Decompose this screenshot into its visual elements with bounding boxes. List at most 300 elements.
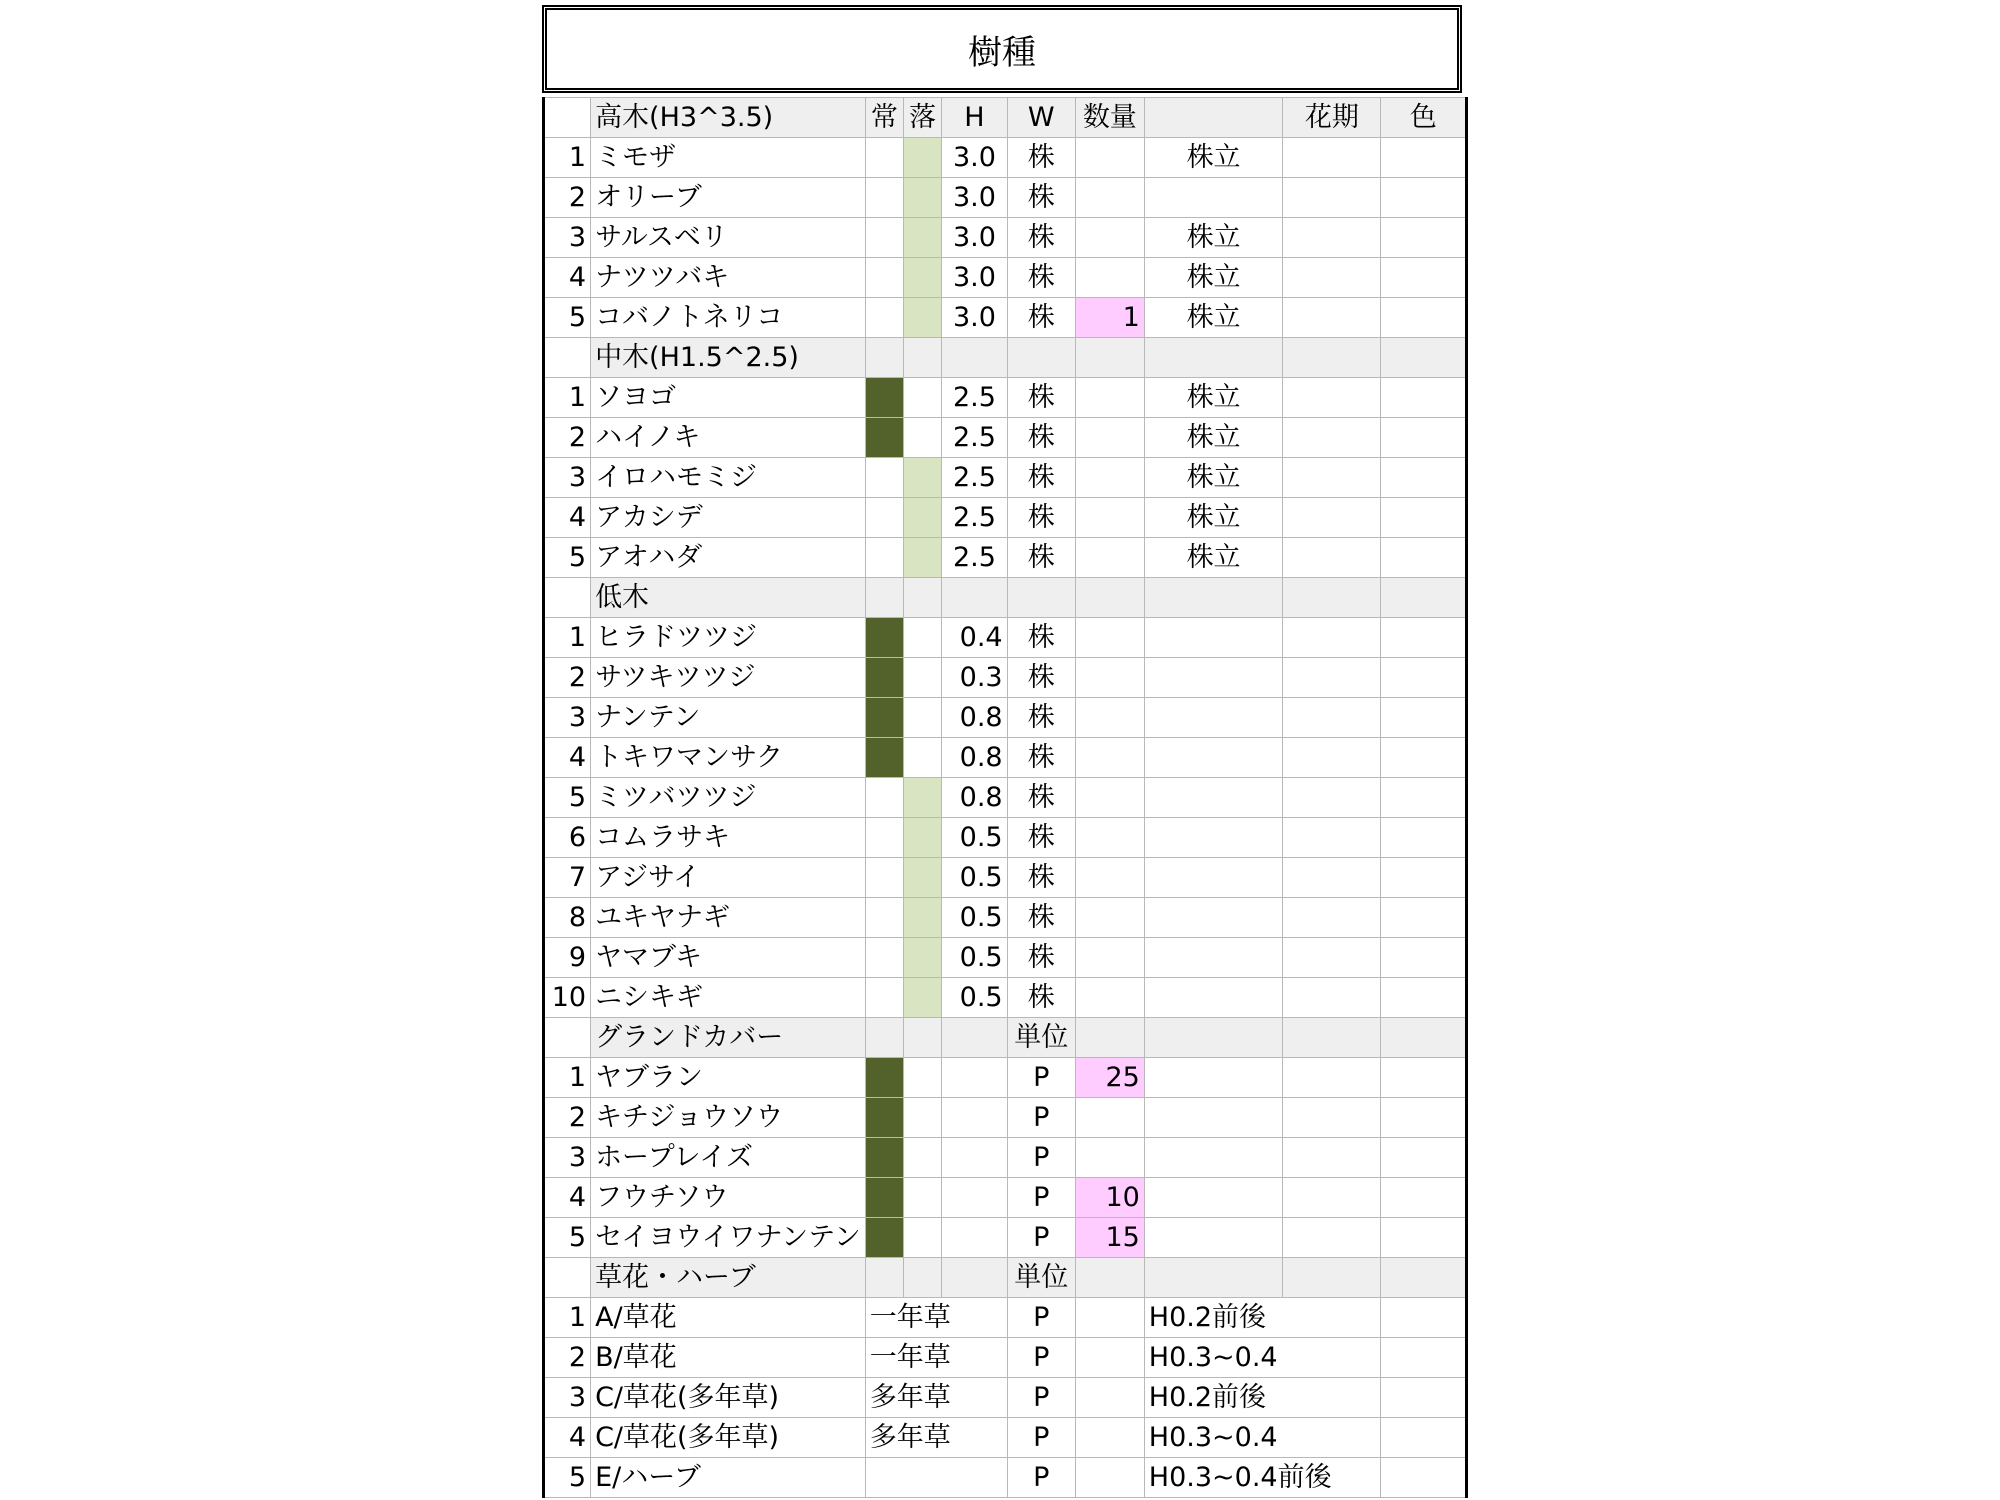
bloom-cell xyxy=(1283,1178,1381,1218)
deciduous-cell xyxy=(903,1098,941,1138)
height-value: 3.0 xyxy=(942,258,1007,298)
evergreen-cell xyxy=(865,1138,903,1178)
quantity-value: 10 xyxy=(1075,1178,1144,1218)
deciduous-cell xyxy=(903,1218,941,1258)
quantity-value xyxy=(1075,618,1144,658)
section-cell xyxy=(1144,338,1283,378)
section-cell xyxy=(903,338,941,378)
color-cell xyxy=(1381,738,1467,778)
height-value xyxy=(942,1178,1007,1218)
section-cell xyxy=(942,1018,1007,1058)
deciduous-cell xyxy=(903,178,941,218)
header-no xyxy=(544,98,591,138)
table-row xyxy=(544,658,1467,698)
deciduous-cell xyxy=(903,818,941,858)
height-value: 2.5 xyxy=(942,458,1007,498)
width-value: 株 xyxy=(1007,378,1075,418)
quantity-value xyxy=(1075,258,1144,298)
table-row xyxy=(544,1378,1467,1418)
row-number: 9 xyxy=(544,938,591,978)
plant-name: ヒラドツツジ xyxy=(591,618,866,658)
row-number: 1 xyxy=(544,378,591,418)
width-value: 株 xyxy=(1007,458,1075,498)
table-row xyxy=(544,1418,1467,1458)
table-row xyxy=(544,818,1467,858)
quantity-value xyxy=(1075,1418,1144,1458)
plant-name: ミモザ xyxy=(591,138,866,178)
section-cell xyxy=(1144,1258,1283,1298)
row-number: 3 xyxy=(544,458,591,498)
note-value: H0.2前後 xyxy=(1144,1298,1381,1338)
width-value: 株 xyxy=(1007,658,1075,698)
bloom-cell xyxy=(1283,1058,1381,1098)
evergreen-cell xyxy=(865,978,903,1018)
width-value: 株 xyxy=(1007,138,1075,178)
section-cell xyxy=(1144,1018,1283,1058)
evergreen-cell xyxy=(865,618,903,658)
row-number: 2 xyxy=(544,1098,591,1138)
plant-name: サルスベリ xyxy=(591,218,866,258)
table-row xyxy=(544,1178,1467,1218)
section-unit: 単位 xyxy=(1007,1258,1075,1298)
note-value xyxy=(1144,858,1283,898)
sheet-title: 樹種 xyxy=(542,5,1462,93)
color-cell xyxy=(1381,818,1467,858)
note-value xyxy=(1144,778,1283,818)
section-cell xyxy=(1283,338,1381,378)
row-number: 3 xyxy=(544,698,591,738)
row-number: 1 xyxy=(544,1058,591,1098)
color-cell xyxy=(1381,1098,1467,1138)
plant-name: アカシデ xyxy=(591,498,866,538)
plant-name: B/草花 xyxy=(591,1338,866,1378)
section-cell xyxy=(942,578,1007,618)
bloom-cell xyxy=(1283,1218,1381,1258)
unit-value: P xyxy=(1007,1298,1075,1338)
plant-name: A/草花 xyxy=(591,1298,866,1338)
deciduous-cell xyxy=(903,498,941,538)
bloom-cell xyxy=(1283,218,1381,258)
bloom-cell xyxy=(1283,858,1381,898)
unit-value: P xyxy=(1007,1378,1075,1418)
section-cell xyxy=(1381,338,1467,378)
quantity-value xyxy=(1075,538,1144,578)
evergreen-cell xyxy=(865,938,903,978)
width-value: 株 xyxy=(1007,498,1075,538)
quantity-value xyxy=(1075,978,1144,1018)
table-row xyxy=(544,258,1467,298)
row-number: 5 xyxy=(544,1218,591,1258)
section-cell xyxy=(1283,1018,1381,1058)
color-cell xyxy=(1381,1338,1467,1378)
bloom-cell xyxy=(1283,618,1381,658)
evergreen-cell xyxy=(865,658,903,698)
height-value: 0.5 xyxy=(942,938,1007,978)
table-row xyxy=(544,218,1467,258)
bloom-cell xyxy=(1283,978,1381,1018)
table-row xyxy=(544,418,1467,458)
note-value xyxy=(1144,1098,1283,1138)
note-value xyxy=(1144,658,1283,698)
width-value: 株 xyxy=(1007,698,1075,738)
section-no xyxy=(544,1018,591,1058)
section-cell xyxy=(865,578,903,618)
note-value xyxy=(1144,1178,1283,1218)
row-number: 3 xyxy=(544,1138,591,1178)
evergreen-cell xyxy=(865,1058,903,1098)
note-value: H0.2前後 xyxy=(1144,1378,1381,1418)
plant-table xyxy=(542,97,1468,1498)
header-deciduous: 落 xyxy=(903,98,941,138)
plant-type: 一年草 xyxy=(865,1298,1007,1338)
quantity-value: 15 xyxy=(1075,1218,1144,1258)
table-row xyxy=(544,898,1467,938)
note-value: H0.3~0.4 xyxy=(1144,1418,1381,1458)
quantity-value: 1 xyxy=(1075,298,1144,338)
plant-name: コバノトネリコ xyxy=(591,298,866,338)
note-value xyxy=(1144,618,1283,658)
height-value: 0.5 xyxy=(942,858,1007,898)
quantity-value xyxy=(1075,658,1144,698)
bloom-cell xyxy=(1283,178,1381,218)
note-value: 株立 xyxy=(1144,458,1283,498)
note-value: 株立 xyxy=(1144,218,1283,258)
plant-name: コムラサキ xyxy=(591,818,866,858)
plant-name: ヤマブキ xyxy=(591,938,866,978)
note-value: H0.3~0.4 xyxy=(1144,1338,1381,1378)
quantity-value xyxy=(1075,138,1144,178)
table-row xyxy=(544,738,1467,778)
quantity-value xyxy=(1075,1098,1144,1138)
color-cell xyxy=(1381,1058,1467,1098)
note-value xyxy=(1144,738,1283,778)
table-row xyxy=(544,538,1467,578)
bloom-cell xyxy=(1283,498,1381,538)
table-row xyxy=(544,138,1467,178)
section-cell xyxy=(865,338,903,378)
color-cell xyxy=(1381,378,1467,418)
section-cell xyxy=(1381,1018,1467,1058)
row-number: 10 xyxy=(544,978,591,1018)
plant-name: ユキヤナギ xyxy=(591,898,866,938)
plant-type xyxy=(865,1458,1007,1498)
width-value: 株 xyxy=(1007,818,1075,858)
section-cell xyxy=(903,1258,941,1298)
deciduous-cell xyxy=(903,298,941,338)
color-cell xyxy=(1381,858,1467,898)
bloom-cell xyxy=(1283,658,1381,698)
height-value: 0.8 xyxy=(942,738,1007,778)
height-value: 2.5 xyxy=(942,538,1007,578)
note-value: 株立 xyxy=(1144,138,1283,178)
section-cell xyxy=(1075,1018,1144,1058)
note-value xyxy=(1144,1138,1283,1178)
deciduous-cell xyxy=(903,658,941,698)
plant-name: キチジョウソウ xyxy=(591,1098,866,1138)
color-cell xyxy=(1381,1458,1467,1498)
bloom-cell xyxy=(1283,418,1381,458)
bloom-cell xyxy=(1283,738,1381,778)
plant-type: 多年草 xyxy=(865,1378,1007,1418)
evergreen-cell xyxy=(865,778,903,818)
note-value xyxy=(1144,698,1283,738)
bloom-cell xyxy=(1283,778,1381,818)
color-cell xyxy=(1381,1218,1467,1258)
row-number: 7 xyxy=(544,858,591,898)
bloom-cell xyxy=(1283,298,1381,338)
bloom-cell xyxy=(1283,258,1381,298)
height-value: 0.5 xyxy=(942,978,1007,1018)
evergreen-cell xyxy=(865,698,903,738)
row-number: 2 xyxy=(544,658,591,698)
table-row xyxy=(544,1458,1467,1498)
color-cell xyxy=(1381,938,1467,978)
evergreen-cell xyxy=(865,1218,903,1258)
section-header-row xyxy=(544,578,1467,618)
deciduous-cell xyxy=(903,698,941,738)
evergreen-cell xyxy=(865,138,903,178)
bloom-cell xyxy=(1283,1098,1381,1138)
plant-name: オリーブ xyxy=(591,178,866,218)
row-number: 1 xyxy=(544,138,591,178)
unit-value: P xyxy=(1007,1338,1075,1378)
plant-name: トキワマンサク xyxy=(591,738,866,778)
color-cell xyxy=(1381,1378,1467,1418)
color-cell xyxy=(1381,458,1467,498)
row-number: 3 xyxy=(544,218,591,258)
quantity-value xyxy=(1075,498,1144,538)
section-title: 草花・ハーブ xyxy=(591,1258,866,1298)
height-value xyxy=(942,1098,1007,1138)
section-cell xyxy=(903,1018,941,1058)
row-number: 5 xyxy=(544,538,591,578)
quantity-value: 25 xyxy=(1075,1058,1144,1098)
header-row xyxy=(544,98,1467,138)
bloom-cell xyxy=(1283,458,1381,498)
unit-value: P xyxy=(1007,1138,1075,1178)
note-value xyxy=(1144,1218,1283,1258)
section-header-row xyxy=(544,1018,1467,1058)
section-cell xyxy=(942,338,1007,378)
evergreen-cell xyxy=(865,298,903,338)
section-unit xyxy=(1007,338,1075,378)
quantity-value xyxy=(1075,178,1144,218)
plant-name: ナツツバキ xyxy=(591,258,866,298)
table-row xyxy=(544,858,1467,898)
width-value: 株 xyxy=(1007,538,1075,578)
section-cell xyxy=(903,578,941,618)
deciduous-cell xyxy=(903,138,941,178)
bloom-cell xyxy=(1283,378,1381,418)
section-cell xyxy=(942,1258,1007,1298)
plant-name: サツキツツジ xyxy=(591,658,866,698)
unit-value: P xyxy=(1007,1418,1075,1458)
section-cell xyxy=(1144,578,1283,618)
note-value: 株立 xyxy=(1144,298,1283,338)
plant-type: 多年草 xyxy=(865,1418,1007,1458)
note-value xyxy=(1144,898,1283,938)
evergreen-cell xyxy=(865,898,903,938)
header-color: 色 xyxy=(1381,98,1467,138)
color-cell xyxy=(1381,538,1467,578)
bloom-cell xyxy=(1283,698,1381,738)
bloom-cell xyxy=(1283,1138,1381,1178)
row-number: 8 xyxy=(544,898,591,938)
evergreen-cell xyxy=(865,1178,903,1218)
note-value: 株立 xyxy=(1144,538,1283,578)
header-h: H xyxy=(942,98,1007,138)
width-value: 株 xyxy=(1007,898,1075,938)
section-cell xyxy=(1381,578,1467,618)
bloom-cell xyxy=(1283,138,1381,178)
deciduous-cell xyxy=(903,538,941,578)
unit-value: P xyxy=(1007,1058,1075,1098)
color-cell xyxy=(1381,1418,1467,1458)
height-value: 3.0 xyxy=(942,178,1007,218)
height-value xyxy=(942,1058,1007,1098)
section-cell xyxy=(865,1258,903,1298)
row-number: 6 xyxy=(544,818,591,858)
height-value: 0.5 xyxy=(942,898,1007,938)
note-value xyxy=(1144,818,1283,858)
evergreen-cell xyxy=(865,218,903,258)
width-value: 株 xyxy=(1007,938,1075,978)
quantity-value xyxy=(1075,858,1144,898)
plant-name: C/草花(多年草) xyxy=(591,1378,866,1418)
height-value: 2.5 xyxy=(942,378,1007,418)
section-header-row xyxy=(544,338,1467,378)
plant-name: ミツバツツジ xyxy=(591,778,866,818)
height-value: 2.5 xyxy=(942,418,1007,458)
quantity-value xyxy=(1075,938,1144,978)
header-qty: 数量 xyxy=(1075,98,1144,138)
row-number: 2 xyxy=(544,1338,591,1378)
section-no xyxy=(544,578,591,618)
plant-name: セイヨウイワナンテン xyxy=(591,1218,866,1258)
quantity-value xyxy=(1075,738,1144,778)
deciduous-cell xyxy=(903,858,941,898)
height-value: 2.5 xyxy=(942,498,1007,538)
width-value: 株 xyxy=(1007,298,1075,338)
table-row xyxy=(544,178,1467,218)
deciduous-cell xyxy=(903,1178,941,1218)
color-cell xyxy=(1381,218,1467,258)
quantity-value xyxy=(1075,1458,1144,1498)
deciduous-cell xyxy=(903,1138,941,1178)
width-value: 株 xyxy=(1007,858,1075,898)
quantity-value xyxy=(1075,818,1144,858)
plant-name: ホープレイズ xyxy=(591,1138,866,1178)
note-value: 株立 xyxy=(1144,418,1283,458)
height-value: 0.8 xyxy=(942,778,1007,818)
quantity-value xyxy=(1075,1338,1144,1378)
height-value: 3.0 xyxy=(942,218,1007,258)
note-value xyxy=(1144,1058,1283,1098)
note-value: 株立 xyxy=(1144,378,1283,418)
header-note xyxy=(1144,98,1283,138)
deciduous-cell xyxy=(903,738,941,778)
section-cell xyxy=(1283,1258,1381,1298)
width-value: 株 xyxy=(1007,978,1075,1018)
width-value: 株 xyxy=(1007,778,1075,818)
color-cell xyxy=(1381,898,1467,938)
quantity-value xyxy=(1075,1378,1144,1418)
evergreen-cell xyxy=(865,458,903,498)
evergreen-cell xyxy=(865,1098,903,1138)
note-value: 株立 xyxy=(1144,498,1283,538)
color-cell xyxy=(1381,258,1467,298)
section-title: 中木(H1.5^2.5) xyxy=(591,338,866,378)
row-number: 1 xyxy=(544,1298,591,1338)
table-row xyxy=(544,458,1467,498)
deciduous-cell xyxy=(903,418,941,458)
table-row xyxy=(544,778,1467,818)
color-cell xyxy=(1381,978,1467,1018)
color-cell xyxy=(1381,778,1467,818)
note-value xyxy=(1144,938,1283,978)
unit-value: P xyxy=(1007,1458,1075,1498)
row-number: 4 xyxy=(544,1418,591,1458)
plant-name: C/草花(多年草) xyxy=(591,1418,866,1458)
quantity-value xyxy=(1075,1138,1144,1178)
deciduous-cell xyxy=(903,218,941,258)
unit-value: P xyxy=(1007,1178,1075,1218)
deciduous-cell xyxy=(903,1058,941,1098)
section-title: グランドカバー xyxy=(591,1018,866,1058)
row-number: 4 xyxy=(544,738,591,778)
plant-name: アオハダ xyxy=(591,538,866,578)
width-value: 株 xyxy=(1007,738,1075,778)
width-value: 株 xyxy=(1007,218,1075,258)
quantity-value xyxy=(1075,418,1144,458)
section-unit: 単位 xyxy=(1007,1018,1075,1058)
bloom-cell xyxy=(1283,818,1381,858)
table-row xyxy=(544,1138,1467,1178)
section-cell xyxy=(1381,1258,1467,1298)
evergreen-cell xyxy=(865,538,903,578)
bloom-cell xyxy=(1283,538,1381,578)
width-value: 株 xyxy=(1007,178,1075,218)
height-value xyxy=(942,1138,1007,1178)
section-no xyxy=(544,1258,591,1298)
evergreen-cell xyxy=(865,818,903,858)
width-value: 株 xyxy=(1007,418,1075,458)
table-row xyxy=(544,498,1467,538)
evergreen-cell xyxy=(865,258,903,298)
row-number: 4 xyxy=(544,258,591,298)
table-row xyxy=(544,298,1467,338)
height-value: 0.3 xyxy=(942,658,1007,698)
deciduous-cell xyxy=(903,978,941,1018)
note-value xyxy=(1144,978,1283,1018)
height-value xyxy=(942,1218,1007,1258)
table-row xyxy=(544,1298,1467,1338)
table-row xyxy=(544,698,1467,738)
table-row xyxy=(544,938,1467,978)
row-number: 4 xyxy=(544,498,591,538)
quantity-value xyxy=(1075,1298,1144,1338)
quantity-value xyxy=(1075,778,1144,818)
section-title: 低木 xyxy=(591,578,866,618)
header-w: W xyxy=(1007,98,1075,138)
evergreen-cell xyxy=(865,498,903,538)
plant-name: アジサイ xyxy=(591,858,866,898)
header-bloom: 花期 xyxy=(1283,98,1381,138)
deciduous-cell xyxy=(903,778,941,818)
width-value: 株 xyxy=(1007,258,1075,298)
plant-name: イロハモミジ xyxy=(591,458,866,498)
color-cell xyxy=(1381,1298,1467,1338)
